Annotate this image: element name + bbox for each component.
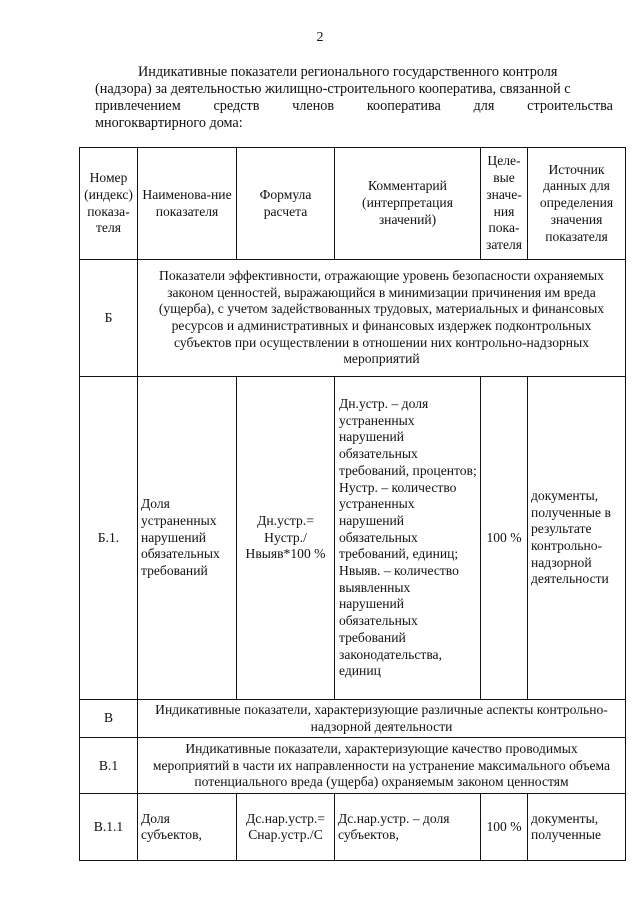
section-code: Б bbox=[80, 260, 138, 377]
section-code: В bbox=[80, 700, 138, 738]
intro-line: Индикативные показатели регионального государственного контроля bbox=[138, 64, 558, 80]
table-header-row bbox=[80, 148, 626, 260]
comment-line: Дн.устр. – доля устраненных нарушений обязательных требований, процентов; bbox=[339, 396, 477, 478]
section-title: Индикативные показатели, характеризующие различные аспекты контрольно-надзорной деятельности bbox=[138, 700, 626, 738]
comment-line: Нустр. – количество устраненных нарушений обязательных требований, единиц; bbox=[339, 479, 459, 562]
row-code: В.1.1 bbox=[80, 794, 138, 861]
indicators-table bbox=[79, 147, 626, 861]
page-number: 2 bbox=[316, 30, 324, 45]
section-title: Индикативные показатели, характеризующие качество проводимых мероприятий в части их направленности на устранение максимального объема потенциального вреда (ущерба) охраняемым законом ценностям bbox=[138, 738, 626, 794]
row-formula: Дс.нар.устр.= Снар.устр./С bbox=[237, 794, 335, 861]
header-cell-source: Источник данных для определения значения показателя bbox=[528, 148, 626, 260]
row-comment bbox=[335, 377, 481, 700]
section-title: Показатели эффективности, отражающие уровень безопасности охраняемых законом ценностей, выражающийся в минимизации причинения им вреда (ущерба), с учетом задействованных трудовых, материальных и финансовых ресурсов и административных и финансовых издержек подконтрольных субъектов при осуществлении в отношении них контрольно-надзорных мероприятий bbox=[138, 260, 626, 377]
header-cell-target: Целе-вые значе-ния пока-зателя bbox=[481, 148, 528, 260]
row-target: 100 % bbox=[481, 794, 528, 861]
intro-word: кооператива bbox=[366, 98, 441, 114]
row-name: Доля субъектов, bbox=[138, 794, 237, 861]
header-cell-index: Номер (индекс) показа-теля bbox=[80, 148, 138, 260]
header-cell-comment: Комментарий (интерпретация значений) bbox=[335, 148, 481, 260]
intro-paragraph bbox=[95, 64, 613, 132]
row-comment: Дс.нар.устр. – доля субъектов, bbox=[335, 794, 481, 861]
intro-line: многоквартирного дома: bbox=[95, 115, 243, 131]
section-code: В.1 bbox=[80, 738, 138, 794]
section-row-v bbox=[80, 700, 626, 738]
section-row-b bbox=[80, 260, 626, 377]
comment-line: Нвыяв. – количество выявленных нарушений обязательных требований законодательства, единиц bbox=[339, 563, 459, 679]
intro-word: средств bbox=[213, 98, 260, 114]
intro-word: для bbox=[473, 98, 495, 114]
intro-word: строительства bbox=[527, 98, 613, 114]
intro-word: членов bbox=[292, 98, 335, 114]
header-cell-formula: Формула расчета bbox=[237, 148, 335, 260]
row-source: документы, полученные в результате контрольно-надзорной деятельности bbox=[528, 377, 626, 700]
row-source: документы, полученные bbox=[528, 794, 626, 861]
table-row-v11 bbox=[80, 794, 626, 861]
row-formula: Дн.устр.= Нустр./ Нвыяв*100 % bbox=[237, 377, 335, 700]
intro-line-justified bbox=[95, 98, 613, 115]
table-row-b1 bbox=[80, 377, 626, 700]
intro-line: (надзора) за деятельностью жилищно-строительного кооператива, связанной с bbox=[95, 81, 571, 97]
section-row-v1 bbox=[80, 738, 626, 794]
row-target: 100 % bbox=[481, 377, 528, 700]
intro-word: привлечением bbox=[95, 98, 181, 114]
row-code: Б.1. bbox=[80, 377, 138, 700]
row-name: Доля устраненных нарушений обязательных требований bbox=[138, 377, 237, 700]
header-cell-name: Наименова-ние показателя bbox=[138, 148, 237, 260]
